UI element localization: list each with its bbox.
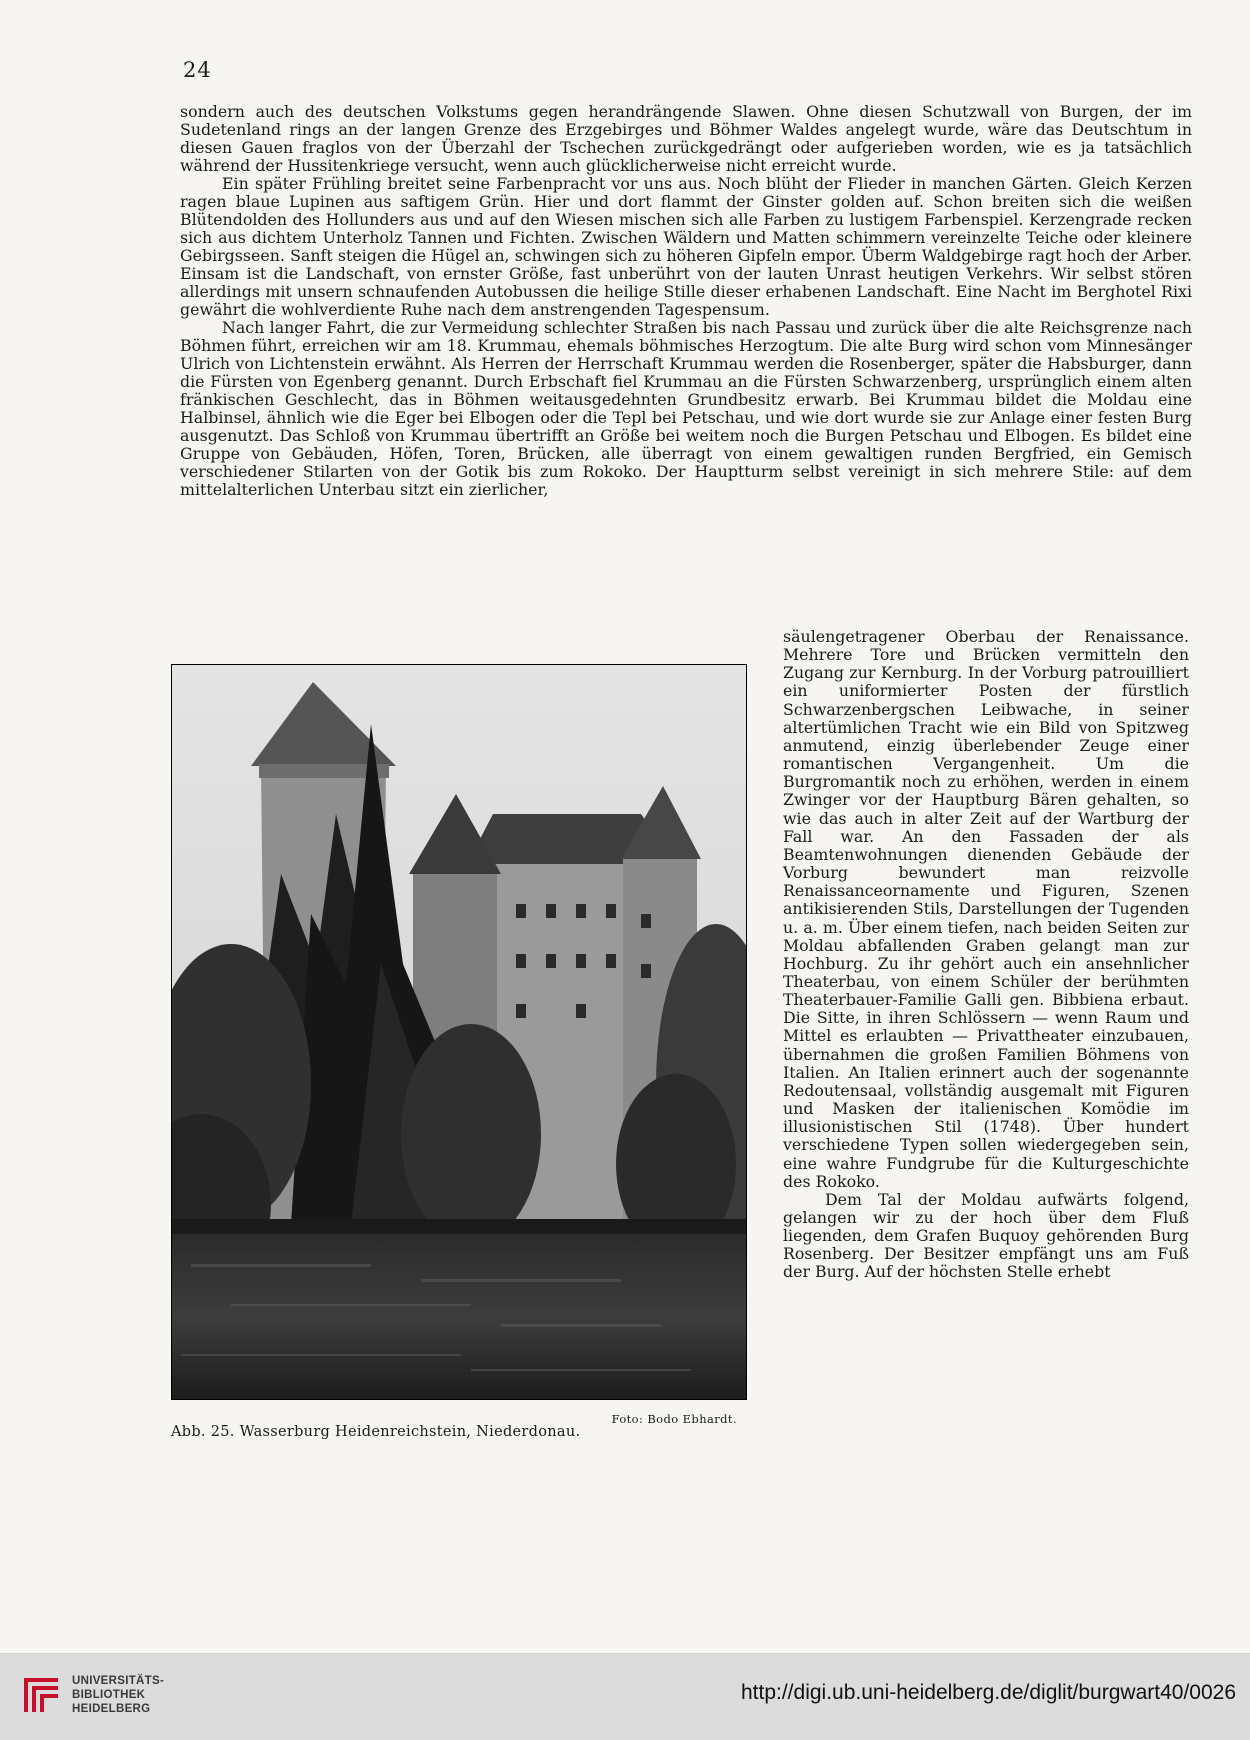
figure-caption: Abb. 25. Wasserburg Heidenreichstein, Niederdonau. xyxy=(171,1424,581,1440)
figure-caption-area xyxy=(171,1412,747,1452)
paragraph: Dem Tal der Moldau aufwärts folgend, gelangen wir zu der hoch über dem Fluß liegenden, dem Grafen Buquoy gehörenden Burg Rosenberg. Der Besitzer empfängt uns am Fuß der Burg. Auf der höchsten Stelle erhebt xyxy=(783,1189,1189,1282)
body-text-top xyxy=(180,103,1192,499)
castle-photograph xyxy=(171,664,747,1400)
paragraph: säulengetragener Oberbau der Renaissance. Mehrere Tore und Brücken vermitteln den Zugang zur Kernburg. In der Vorburg patrouilliert ein uniformierter Posten der fürstlich Schwarzenbergschen Leibwache, in seiner altertümlichen Tracht wie ein Bild von Spitzweg anmutend, einzig überlebender Zeuge einer romantischen Vergangenheit. Um die Burgromantik noch zu erhöhen, werden in einem Zwinger vor der Hauptburg Bären gehalten, so wie das auch in alter Zeit auf der Wartburg der Fall war. An den Fassaden der als Beamtenwohnungen dienenden Gebäude der Vorburg bewundert man reizvolle Renaissanceornamente und Figuren, Szenen antikisierenden Stils, Darstellungen der Tugenden u. a. m. Über einem tiefen, nach beiden Seiten zur Moldau abfallenden Graben gelangt man zur Hochburg. Zu ihr gehört auch ein ansehnlicher Theaterbau, von einem Schüler der berühmten Theaterbauer-Familie Galli gen. Bibbiena erbaut. Die Sitte, in ihren Schlössern — wenn Raum und Mittel es erlaubten — Privattheater einzubauen, übernahmen die großen Familien Böhmens von Italien. An Italien erinnert auch der sogenannte Redoutensaal, vollständig ausgemalt mit Figuren und Masken der italienischen Komödie im illusionistischen Stil (1748). Über hundert verschiedene Typen sollen wiedergegeben sein, eine wahre Fundgrube für die Kulturgeschichte des Rokoko. xyxy=(783,627,1189,1191)
body-text-column xyxy=(783,628,1189,1282)
logo-line: BIBLIOTHEK xyxy=(72,1689,146,1701)
page-number: 24 xyxy=(183,58,212,82)
paragraph: Ein später Frühling breitet seine Farbenpracht vor uns aus. Noch blüht der Flieder in manchen Gärten. Gleich Kerzen ragen blaue Lupinen aus saftigem Grün. Hier und dort flammt der Ginster golden auf. Schon breiten sich die weißen Blütendolden des Hollunders aus und auf den Wiesen mischen sich alle Farben zu lustigem Farbenspiel. Kerzengrade recken sich aus dichtem Unterholz Tannen und Fichten. Zwischen Wäldern und Matten schimmern vereinzelte Teiche oder kleinere Gebirgsseen. Sanft steigen die Hügel an, schwingen sich zu höheren Gipfeln empor. Überm Waldgebirge ragt hoch der Arber. Einsam ist die Landschaft, von ernster Größe, fast unberührt von der lauten Unrast heutigen Verkehrs. Wir selbst stören allerdings mit unsern schnaufenden Autobussen die heilige Stille dieser erhabenen Landschaft. Eine Nacht im Berghotel Rixi gewährt die wohlverdiente Ruhe nach dem anstrengenden Tagespensum. xyxy=(180,174,1192,319)
logo-line: UNIVERSITÄTS- xyxy=(72,1675,165,1687)
paragraph: Nach langer Fahrt, die zur Vermeidung schlechter Straßen bis nach Passau und zurück über die alte Reichsgrenze nach Böhmen führt, erreichen wir am 18. Krummau, ehemals böhmisches Herzogtum. Die alte Burg wird schon vom Minnesänger Ulrich von Lichtenstein erwähnt. Als Herren der Herrschaft Krummau werden die Rosenberger, später die Habsburger, dann die Fürsten von Egenberg genannt. Durch Erbschaft fiel Krummau an die Fürsten Schwarzenberg, ursprünglich einem alten fränkischen Geschlecht, das in Böhmen weitausgedehnten Grundbesitz erwarb. Bei Krummau bildet die Moldau eine Halbinsel, ähnlich wie die Eger bei Elbogen oder die Tepl bei Petschau, und wie dort wurde sie zur Anlage einer festen Burg ausgenutzt. Das Schloß von Krummau übertrifft an Größe bei weitem noch die Burgen Petschau und Elbogen. Es bildet eine Gruppe von Gebäuden, Höfen, Toren, Brücken, alle überragt von einem gewaltigen runden Bergfried, ein Gemisch verschiedener Stilarten von der Gotik bis zum Rokoko. Der Hauptturm selbst vereinigt in sich mehrere Stile: auf dem mittelalterlichen Unterbau sitzt ein zierlicher, xyxy=(180,318,1192,499)
library-logo-icon[interactable] xyxy=(20,1674,64,1718)
page-url-link[interactable]: http://digi.ub.uni-heidelberg.de/diglit/burgwart40/0026 xyxy=(740,1681,1236,1704)
photo-credit: Foto: Bodo Ebhardt. xyxy=(611,1412,737,1426)
library-logo-text[interactable] xyxy=(72,1674,164,1716)
viewer-footer-bar xyxy=(0,1653,1250,1740)
logo-line: HEIDELBERG xyxy=(72,1703,151,1715)
paragraph: sondern auch des deutschen Volkstums gegen herandrängende Slawen. Ohne diesen Schutzwall von Burgen, der im Sudetenland rings an der langen Grenze des Erzgebirges und Böhmer Waldes angelegt wurde, wäre das Deutschtum in diesen Gauen fraglos von der Überzahl der Tschechen zurückgedrängt oder aufgerieben worden, wie es ja tatsächlich während der Hussitenkriege versucht, wenn auch glücklicherweise nicht erreicht wurde. xyxy=(180,102,1192,175)
